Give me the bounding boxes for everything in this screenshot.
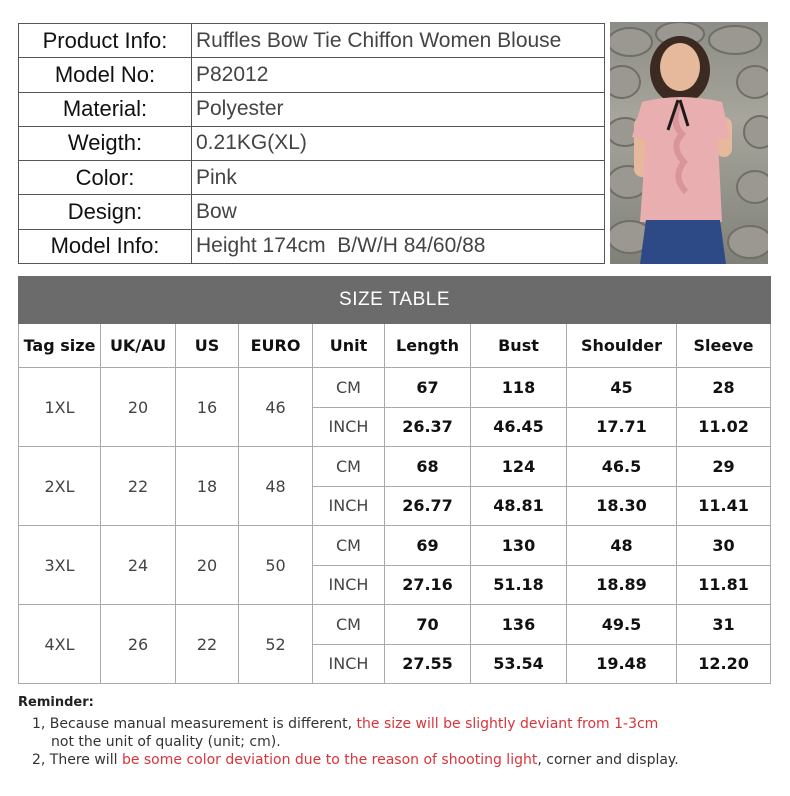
bust-cell: 48.81 (471, 486, 567, 525)
size-table-title-row (19, 277, 771, 324)
product-info-table (18, 23, 605, 264)
tag-size-cell: 1XL (19, 368, 101, 447)
unit-cell: CM (313, 526, 385, 565)
size-table (18, 276, 771, 684)
reminder-highlight: be some color deviation due to the reason of shooting light (121, 752, 538, 768)
table-row (19, 368, 771, 407)
header-sleeve: Sleeve (677, 323, 771, 368)
unit-cell: INCH (313, 565, 385, 604)
unit-cell: INCH (313, 407, 385, 446)
info-label: Model No: (19, 58, 192, 92)
header-uk-au: UK/AU (101, 323, 176, 368)
bust-cell: 53.54 (471, 644, 567, 684)
reminder-block (18, 694, 778, 769)
bust-cell: 51.18 (471, 565, 567, 604)
uk-au-cell: 26 (101, 605, 176, 684)
shoulder-cell: 18.89 (567, 565, 677, 604)
unit-cell: INCH (313, 486, 385, 525)
sleeve-cell: 11.02 (677, 407, 771, 446)
header-shoulder: Shoulder (567, 323, 677, 368)
reminder-text: , corner and display. (537, 752, 679, 768)
us-cell: 16 (176, 368, 239, 447)
uk-au-cell: 24 (101, 526, 176, 605)
info-value: Pink (192, 161, 605, 195)
info-label: Model Info: (19, 229, 192, 263)
length-cell: 70 (385, 605, 471, 644)
info-row-model-info (19, 229, 605, 263)
info-label: Color: (19, 161, 192, 195)
shoulder-cell: 48 (567, 526, 677, 565)
size-table-header-row (19, 323, 771, 368)
header-tag-size: Tag size (19, 323, 101, 368)
header-length: Length (385, 323, 471, 368)
tag-size-cell: 2XL (19, 447, 101, 526)
info-value: Height 174cm B/W/H 84/60/88 (192, 229, 605, 263)
info-value: Ruffles Bow Tie Chiffon Women Blouse (192, 24, 605, 58)
euro-cell: 46 (239, 368, 313, 447)
sleeve-cell: 28 (677, 368, 771, 407)
info-label: Material: (19, 92, 192, 126)
euro-cell: 52 (239, 605, 313, 684)
info-row-material (19, 92, 605, 126)
us-cell: 18 (176, 447, 239, 526)
header-euro: EURO (239, 323, 313, 368)
euro-cell: 50 (239, 526, 313, 605)
unit-cell: CM (313, 605, 385, 644)
length-cell: 27.16 (385, 565, 471, 604)
size-table-title: SIZE TABLE (19, 277, 771, 324)
reminder-line-3 (18, 751, 778, 769)
length-cell: 27.55 (385, 644, 471, 684)
model-illustration (610, 22, 768, 264)
info-value: Bow (192, 195, 605, 229)
sleeve-cell: 29 (677, 447, 771, 486)
bust-cell: 124 (471, 447, 567, 486)
shoulder-cell: 18.30 (567, 486, 677, 525)
unit-cell: CM (313, 447, 385, 486)
length-cell: 26.37 (385, 407, 471, 446)
bust-cell: 118 (471, 368, 567, 407)
info-label: Design: (19, 195, 192, 229)
sleeve-cell: 11.81 (677, 565, 771, 604)
header-unit: Unit (313, 323, 385, 368)
info-value: P82012 (192, 58, 605, 92)
header-us: US (176, 323, 239, 368)
reminder-title: Reminder: (18, 695, 94, 710)
info-row-color (19, 161, 605, 195)
sleeve-cell: 30 (677, 526, 771, 565)
bust-cell: 46.45 (471, 407, 567, 446)
info-value: 0.21KG(XL) (192, 126, 605, 160)
info-row-model (19, 58, 605, 92)
table-row (19, 447, 771, 486)
length-cell: 68 (385, 447, 471, 486)
unit-cell: INCH (313, 644, 385, 684)
info-row-design (19, 195, 605, 229)
info-label: Product Info: (19, 24, 192, 58)
table-row (19, 526, 771, 565)
sleeve-cell: 12.20 (677, 644, 771, 684)
length-cell: 26.77 (385, 486, 471, 525)
sleeve-cell: 11.41 (677, 486, 771, 525)
product-photo (610, 22, 768, 264)
sleeve-cell: 31 (677, 605, 771, 644)
tag-size-cell: 4XL (19, 605, 101, 684)
shoulder-cell: 45 (567, 368, 677, 407)
bust-cell: 130 (471, 526, 567, 565)
shoulder-cell: 19.48 (567, 644, 677, 684)
reminder-line-2: not the unit of quality (unit; cm). (51, 734, 281, 750)
header-bust: Bust (471, 323, 567, 368)
info-value: Polyester (192, 92, 605, 126)
us-cell: 22 (176, 605, 239, 684)
info-row-weight (19, 126, 605, 160)
length-cell: 69 (385, 526, 471, 565)
euro-cell: 48 (239, 447, 313, 526)
us-cell: 20 (176, 526, 239, 605)
shoulder-cell: 49.5 (567, 605, 677, 644)
reminder-text: 1, Because manual measurement is different, (32, 716, 357, 732)
bust-cell: 136 (471, 605, 567, 644)
table-row (19, 605, 771, 644)
uk-au-cell: 20 (101, 368, 176, 447)
reminder-highlight: the size will be slightly deviant from 1-3cm (356, 716, 659, 732)
unit-cell: CM (313, 368, 385, 407)
shoulder-cell: 46.5 (567, 447, 677, 486)
length-cell: 67 (385, 368, 471, 407)
shoulder-cell: 17.71 (567, 407, 677, 446)
reminder-line-1 (18, 715, 778, 733)
info-row-product (19, 24, 605, 58)
reminder-text: 2, There will (32, 752, 122, 768)
tag-size-cell: 3XL (19, 526, 101, 605)
info-label: Weigth: (19, 126, 192, 160)
uk-au-cell: 22 (101, 447, 176, 526)
